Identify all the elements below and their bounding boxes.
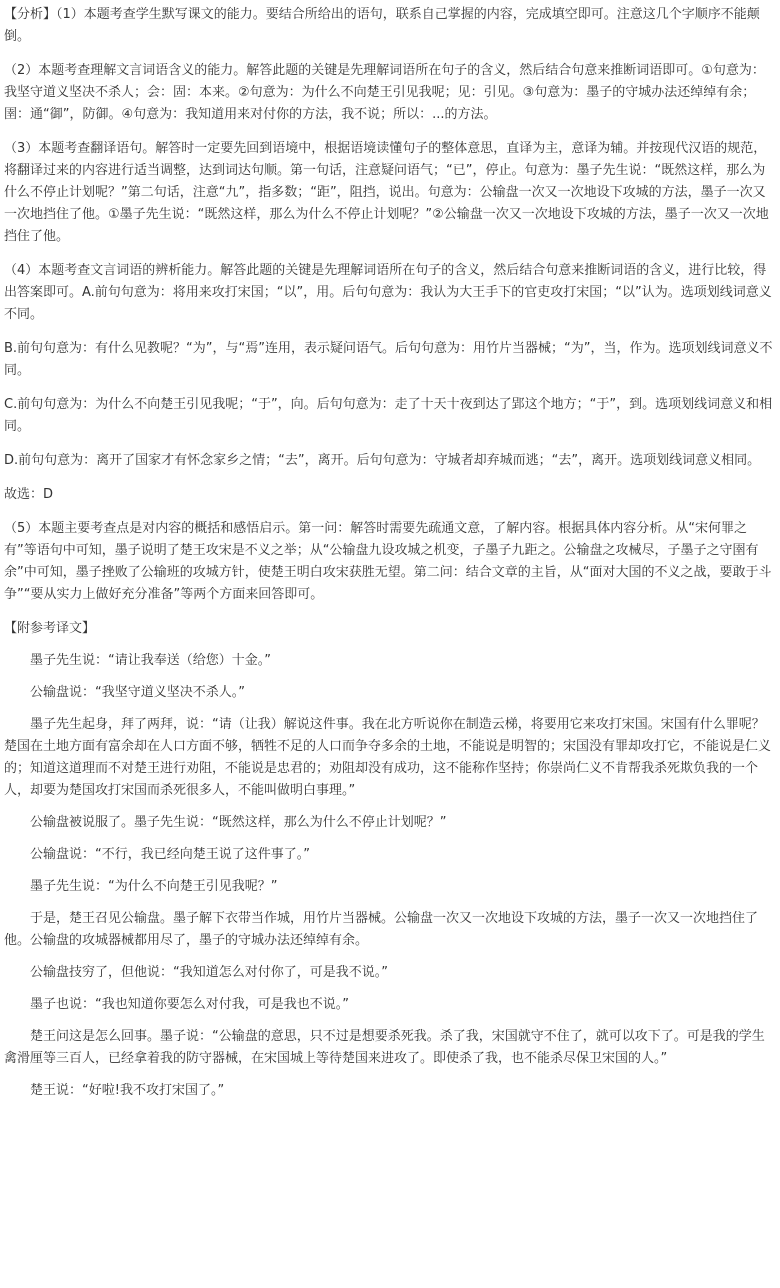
translation-paragraph: 公输盘说：“我坚守道义坚决不杀人。”: [30, 685, 245, 700]
translation-paragraph: 于是，楚王召见公输盘。墨子解下衣带当作城，用竹片当器械。公输盘一次又一次地设下攻城的方法，墨子一次又一次地挡住了他。公输盘的攻城器械都用尽了，墨子的守城办法还绰绰有余。: [4, 911, 759, 948]
translation-paragraph: 公输盘被说服了。墨子先生说：“既然这样，那么为什么不停止计划呢？”: [30, 815, 447, 830]
analysis-paragraph-1: 【分析】（1）本题考查学生默写课文的能力。要结合所给出的语句，联系自己掌握的内容，完成填空即可。注意这几个字顺序不能颠倒。: [4, 7, 760, 44]
translation-paragraph: 楚王说：“好啦!我不攻打宋国了。”: [30, 1083, 225, 1098]
answer-choice: 故选：D: [4, 487, 54, 502]
translation-paragraph: 墨子先生起身，拜了两拜，说：“请（让我）解说这件事。我在北方听说你在制造云梯，将要用它来攻打宋国。宋国有什么罪呢？楚国在土地方面有富余却在人口方面不够，牺牲不足的人口而争夺多余的土地，不能说是明智的；宋国没有罪却攻打它，不能说是仁义的；知道这道理而不对楚王进行劝阻，不能说是忠君的；劝阻却没有成功，这不能称作坚持；你崇尚仁义不肯帮我杀死欺负我的一个人，却要为楚国攻打宋国而杀死很多人，不能叫做明白事理。”: [4, 717, 772, 798]
analysis-paragraph-2: （2）本题考查理解文言词语含义的能力。解答此题的关键是先理解词语所在句子的含义，然后结合句意来推断词语即可。①句意为：我坚守道义坚决不杀人；会：固：本来。②句意为：为什么不向楚王引见我呢；见：引见。③句意为：墨子的守城办法还绰绰有余；圉：通“御”，防御。④句意为：我知道用来对付你的方法，我不说；所以：...的方法。: [4, 63, 765, 122]
analysis-paragraph-5: （5）本题主要考查点是对内容的概括和感悟启示。第一问：解答时需要先疏通文意，了解内容。根据具体内容分析。从“宋何罪之有”等语句中可知，墨子说明了楚王攻宋是不义之举；从“公输盘九设攻城之机变，子墨子九距之。公输盘之攻械尽，子墨子之守圉有余”中可知，墨子挫败了公输班的攻城方针，使楚王明白攻宋获胜无望。第二问：结合文章的主旨，从“面对大国的不义之战，要敢于斗争”“要从实力上做好充分准备”等两个方面来回答即可。: [4, 521, 772, 602]
option-c-analysis: C.前句句意为：为什么不向楚王引见我呢；“于”，向。后句句意为：走了十天十夜到达了郢这个地方；“于”，到。选项划线词意义和相同。: [4, 397, 773, 434]
analysis-paragraph-3: （3）本题考查翻译语句。解答时一定要先回到语境中，根据语境读懂句子的整体意思，直译为主，意译为辅。并按现代汉语的规范，将翻译过来的内容进行适当调整，达到词达句顺。第一句话，注意疑问语气；“已”，停止。句意为：墨子先生说：“既然这样，那么为什么不停止计划呢？”第二句话，注意“九”，指多数；“距”，阻挡，说出。句意为：公输盘一次又一次地设下攻城的方法，墨子一次又一次地挡住了他。①墨子先生说：“既然这样，那么为什么不停止计划呢？”②公输盘一次又一次地设下攻城的方法，墨子一次又一次地挡住了他。: [4, 141, 769, 244]
translation-paragraph: 楚王问这是怎么回事。墨子说：“公输盘的意思，只不过是想要杀死我。杀了我，宋国就守不住了，就可以攻下了。可是我的学生禽滑厘等三百人，已经拿着我的防守器械，在宋国城上等待楚国来进攻了。即使杀了我，也不能杀尽保卫宋国的人。”: [4, 1029, 765, 1066]
option-d-analysis: D.前句句意为：离开了国家才有怀念家乡之情；“去”，离开。后句句意为：守城者却弃城而逃；“去”，离开。选项划线词意义相同。: [4, 453, 761, 468]
translation-paragraph: 墨子也说：“我也知道你要怎么对付我，可是我也不说。”: [30, 997, 349, 1012]
translation-paragraph: 公输盘说：“不行，我已经向楚王说了这件事了。”: [30, 847, 310, 862]
option-b-analysis: B.前句句意为：有什么见教呢？“为”，与“焉”连用，表示疑问语气。后句句意为：用竹片当器械；“为”，当，作为。选项划线词意义不同。: [4, 341, 773, 378]
translation-heading: 【附参考译文】: [4, 621, 96, 636]
translation-paragraph: 墨子先生说：“请让我奉送（给您）十金。”: [30, 653, 271, 668]
analysis-paragraph-4: （4）本题考查文言词语的辨析能力。解答此题的关键是先理解词语所在句子的含义，然后结合句意来推断词语的含义，进行比较，得出答案即可。A.前句句意为：将用来攻打宋国；“以”，用。后句句意为：我认为大王手下的官吏攻打宋国；“以”认为。选项划线词意义不同。: [4, 263, 772, 322]
translation-paragraph: 墨子先生说：“为什么不向楚王引见我呢？”: [30, 879, 278, 894]
translation-paragraph: 公输盘技穷了，但他说：“我知道怎么对付你了，可是我不说。”: [30, 965, 388, 980]
